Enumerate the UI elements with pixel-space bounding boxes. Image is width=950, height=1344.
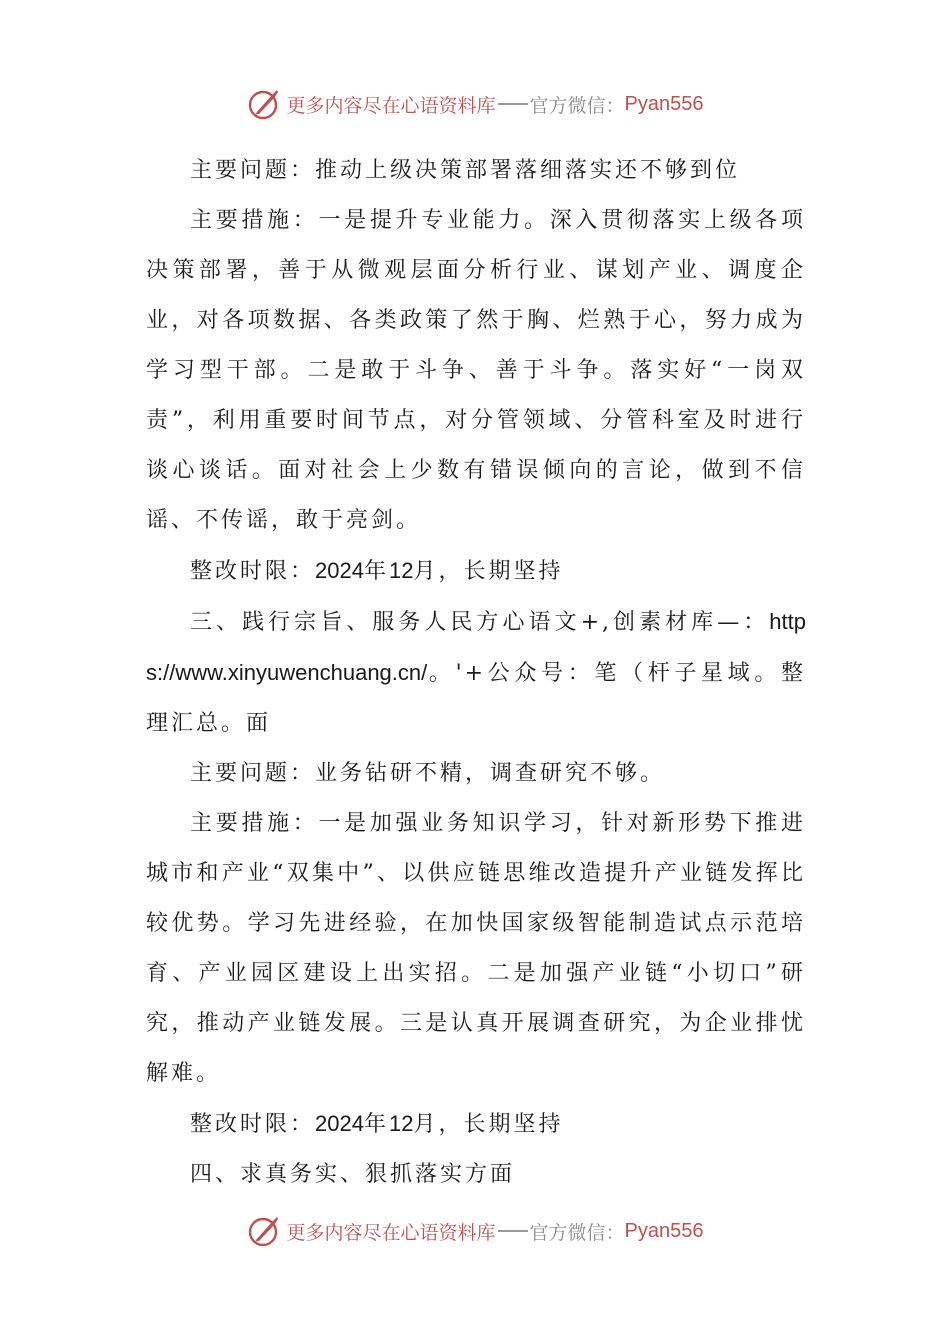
deadline-month-number: 12 <box>388 558 414 583</box>
header-dash <box>498 103 528 105</box>
deadline-rest: 月，长期坚持 <box>413 559 564 584</box>
document-body <box>146 146 806 1200</box>
deadline-month-number: 12 <box>388 1111 414 1136</box>
header-slogan: 更多内容尽在心语资料库 <box>286 94 496 117</box>
section-3-heading: 三、践行宗旨、服务人民方心语文+,创素材库—： <box>190 610 770 635</box>
paragraph-problem-1: 主要问题：推动上级决策部署落细落实还不够到位 <box>190 158 741 183</box>
footer-wechat-label: 官方微信： <box>529 1221 625 1244</box>
paragraph-measures-2: 主要措施：一是加强业务知识学习，针对新形势下推进城市和产业“双集中”、以供应链思维改造提升产业链发挥比较优势。学习先进经验，在加快国家级智能制造试点示范培育、产业园区建设上出实招。二是加强产业链“小切口”研究，推动产业链发展。三是认真开展调查研究，为企业排忧解难。 <box>146 811 806 1086</box>
header-wechat-label: 官方微信： <box>529 94 625 117</box>
pen-logo-icon <box>247 1213 283 1249</box>
footer-wechat-id: Pyan556 <box>624 1219 704 1242</box>
section-3-tail: 。'+公众号：笔（杆子星域。整理汇总。面 <box>146 661 806 736</box>
deadline-label: 整改时限： <box>190 1112 316 1137</box>
deadline-year-number: 2024 <box>315 558 364 583</box>
pen-logo-icon <box>247 86 283 122</box>
section-3-url: https://www.xinyuwenchuang.cn/ <box>146 609 806 685</box>
paragraph-section-4: 四、求真务实、狠抓落实方面 <box>190 1162 516 1187</box>
footer-slogan: 更多内容尽在心语资料库 <box>286 1221 496 1244</box>
footer-dash <box>498 1230 528 1232</box>
deadline-year-unit: 年 <box>363 1112 389 1137</box>
paragraph-deadline-1 <box>146 546 806 597</box>
deadline-year-unit: 年 <box>363 559 389 584</box>
header-banner <box>0 84 950 124</box>
paragraph-problem-2: 主要问题：业务钻研不精，调查研究不够。 <box>190 761 666 786</box>
deadline-year-number: 2024 <box>315 1111 364 1136</box>
paragraph-measures-1: 主要措施：一是提升专业能力。深入贯彻落实上级各项决策部署，善于从微观层面分析行业、谋划产业、调度企业，对各项数据、各类政策了然于胸、烂熟于心，努力成为学习型干部。二是敢于斗争、善于斗争。落实好“一岗双责”，利用重要时间节点，对分管领域、分管科室及时进行谈心谈话。面对社会上少数有错误倾向的言论，做到不信谣、不传谣，敢于亮剑。 <box>146 208 806 533</box>
paragraph-section-3 <box>146 597 806 749</box>
header-wechat-id: Pyan556 <box>624 92 704 115</box>
deadline-label: 整改时限： <box>190 559 316 584</box>
paragraph-deadline-2 <box>146 1099 806 1150</box>
footer-banner <box>0 1211 950 1251</box>
deadline-rest: 月，长期坚持 <box>413 1112 564 1137</box>
